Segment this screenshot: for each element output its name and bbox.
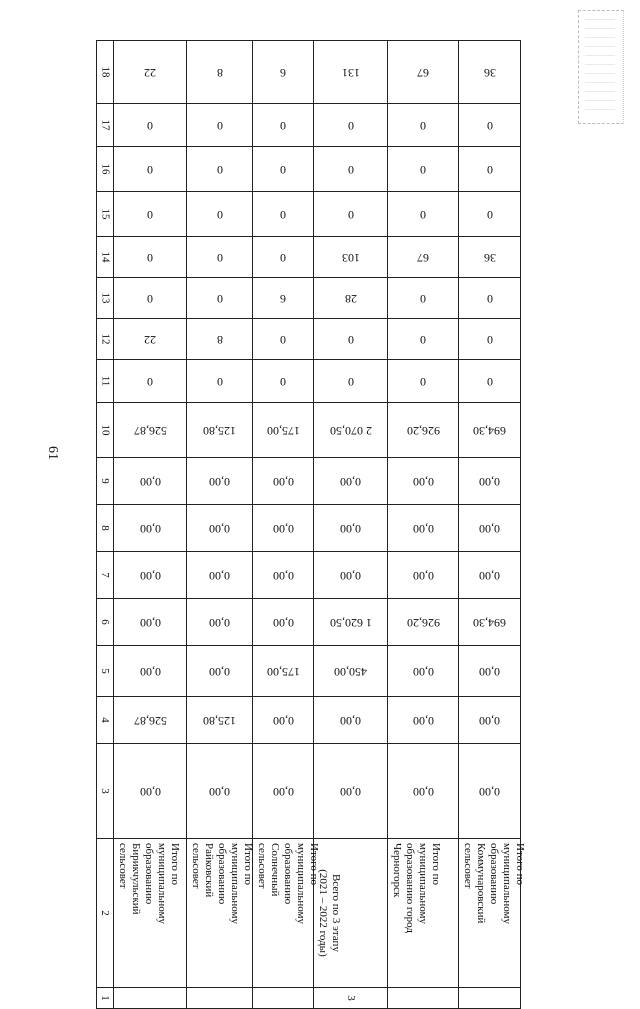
- value-cell: [187, 192, 253, 237]
- value-cell: [187, 552, 253, 599]
- cell-value: 926,20: [406, 423, 440, 438]
- value-cell: [388, 41, 459, 104]
- value-cell: [459, 744, 521, 839]
- table-row: [97, 360, 521, 403]
- cell-value: 0,00: [139, 568, 161, 583]
- row-number-cell: [314, 988, 388, 1009]
- table-row: [97, 237, 521, 278]
- column-number: [97, 988, 114, 1009]
- cell-value: 0: [420, 118, 426, 133]
- cell-value: 0,00: [139, 664, 161, 679]
- table-row: [97, 599, 521, 646]
- value-cell: [459, 360, 521, 403]
- value-cell: [314, 41, 388, 104]
- value-cell: [187, 104, 253, 147]
- column-number-label: 8: [99, 525, 111, 531]
- value-cell: [253, 403, 314, 458]
- value-cell: [114, 192, 187, 237]
- column-number: [97, 599, 114, 646]
- value-cell: [187, 744, 253, 839]
- value-cell: [114, 744, 187, 839]
- row-number-cell: [253, 988, 314, 1009]
- cell-value: 0: [420, 162, 426, 177]
- value-cell: [114, 505, 187, 552]
- value-cell: [187, 319, 253, 360]
- cell-value: 0,00: [479, 521, 500, 536]
- column-number-label: 9: [99, 478, 111, 484]
- cell-value: 0: [347, 207, 354, 222]
- value-cell: [314, 319, 388, 360]
- value-cell: [114, 646, 187, 697]
- cell-value: 175,00: [266, 664, 300, 679]
- value-cell: [459, 192, 521, 237]
- row-label-cell: [459, 839, 526, 988]
- table-row: [97, 988, 521, 1009]
- column-number: [97, 697, 114, 744]
- cell-value: 0,00: [272, 521, 294, 536]
- row-number-cell: [114, 988, 187, 1009]
- value-cell: [388, 552, 459, 599]
- column-number: [97, 744, 114, 839]
- value-cell: [253, 599, 314, 646]
- value-cell: [459, 646, 521, 697]
- page-number: 61: [45, 446, 60, 460]
- table-row: [97, 646, 521, 697]
- row-label: Итого по муниципальному образованию город Черногорск: [391, 843, 442, 933]
- column-number-label: 10: [99, 424, 111, 436]
- cell-value: 67: [417, 250, 429, 265]
- table-row: [97, 147, 521, 192]
- value-cell: [314, 237, 388, 278]
- cell-value: 0,00: [340, 474, 361, 489]
- cell-value: 0: [347, 118, 354, 133]
- cell-value: 1 620,50: [329, 615, 372, 630]
- cell-value: 450,00: [334, 664, 367, 679]
- cell-value: 0: [216, 291, 223, 306]
- row-number: 3: [344, 995, 357, 1001]
- cell-value: 8: [216, 332, 223, 347]
- cell-value: 0: [486, 374, 493, 389]
- table-row: [97, 697, 521, 744]
- cell-value: 0: [147, 118, 153, 133]
- cell-value: 36: [483, 250, 496, 265]
- value-cell: [114, 278, 187, 319]
- value-cell: [114, 147, 187, 192]
- value-cell: [114, 403, 187, 458]
- table-row: [97, 505, 521, 552]
- value-cell: [388, 403, 459, 458]
- column-number: [97, 278, 114, 319]
- data-table: [96, 40, 526, 1009]
- value-cell: [388, 599, 459, 646]
- value-cell: [253, 552, 314, 599]
- value-cell: [459, 697, 521, 744]
- cell-value: 0: [420, 207, 426, 222]
- column-number: [97, 552, 114, 599]
- cell-value: 0,00: [479, 784, 500, 799]
- column-number: [97, 319, 114, 360]
- value-cell: [253, 360, 314, 403]
- cell-value: 0: [280, 162, 286, 177]
- value-cell: [253, 744, 314, 839]
- value-cell: [253, 458, 314, 505]
- value-cell: [459, 505, 521, 552]
- value-cell: [459, 104, 521, 147]
- value-cell: [253, 192, 314, 237]
- cell-value: 0: [280, 250, 286, 265]
- value-cell: [459, 319, 521, 360]
- value-cell: [253, 697, 314, 744]
- table-row: [97, 744, 521, 839]
- column-number: [97, 237, 114, 278]
- cell-value: 0: [216, 162, 223, 177]
- cell-value: 0: [347, 374, 354, 389]
- value-cell: [253, 104, 314, 147]
- column-number: [97, 839, 114, 988]
- value-cell: [314, 697, 388, 744]
- cell-value: 0: [147, 374, 153, 389]
- table-row: [97, 41, 521, 104]
- column-number-label: 15: [99, 208, 111, 220]
- cell-value: 0,00: [272, 615, 294, 630]
- value-cell: [314, 147, 388, 192]
- cell-value: 0,00: [479, 664, 500, 679]
- cell-value: 22: [144, 332, 156, 347]
- cell-value: 694,30: [473, 615, 506, 630]
- column-number: [97, 41, 114, 104]
- value-cell: [314, 403, 388, 458]
- value-cell: [314, 599, 388, 646]
- value-cell: [459, 458, 521, 505]
- table-row: [97, 403, 521, 458]
- cell-value: 0,00: [412, 664, 434, 679]
- cell-value: 0,00: [412, 521, 434, 536]
- column-number: [97, 403, 114, 458]
- cell-value: 0,00: [479, 474, 500, 489]
- column-number-label: 5: [99, 668, 111, 674]
- value-cell: [459, 41, 521, 104]
- cell-value: 0: [347, 332, 354, 347]
- column-number: [97, 192, 114, 237]
- cell-value: 0,00: [479, 713, 500, 728]
- cell-value: 0,00: [209, 521, 230, 536]
- cell-value: 526,87: [133, 423, 167, 438]
- cell-value: 0,00: [340, 784, 361, 799]
- row-number-cell: [459, 988, 521, 1009]
- cell-value: 0,00: [139, 474, 161, 489]
- column-number-label: 7: [99, 572, 111, 578]
- value-cell: [314, 744, 388, 839]
- column-number: [97, 147, 114, 192]
- cell-value: 0: [280, 207, 286, 222]
- cell-value: 0: [486, 207, 493, 222]
- value-cell: [459, 237, 521, 278]
- column-number-label: 18: [99, 66, 111, 78]
- value-cell: [114, 360, 187, 403]
- cell-value: 0,00: [209, 784, 230, 799]
- value-cell: [314, 505, 388, 552]
- cell-value: 0: [147, 207, 153, 222]
- value-cell: [388, 458, 459, 505]
- cell-value: 0: [216, 374, 223, 389]
- value-cell: [187, 237, 253, 278]
- column-number-label: 3: [99, 788, 111, 794]
- value-cell: [314, 458, 388, 505]
- table-row: [97, 192, 521, 237]
- value-cell: [388, 505, 459, 552]
- cell-value: 0,00: [139, 784, 161, 799]
- table-row: [97, 104, 521, 147]
- cell-value: 0: [420, 374, 426, 389]
- cell-value: 0,00: [340, 568, 361, 583]
- cell-value: 0,00: [272, 713, 294, 728]
- cell-value: 0,00: [412, 474, 434, 489]
- table-row: [97, 278, 521, 319]
- cell-value: 0,00: [412, 713, 434, 728]
- value-cell: [187, 360, 253, 403]
- cell-value: 0: [280, 118, 286, 133]
- column-number: [97, 458, 114, 505]
- column-number: [97, 646, 114, 697]
- cell-value: 0,00: [139, 615, 161, 630]
- column-number-label: 4: [99, 717, 111, 723]
- value-cell: [187, 403, 253, 458]
- cell-value: 0,00: [272, 474, 294, 489]
- cell-value: 0: [280, 332, 286, 347]
- cell-value: 2 070,50: [329, 423, 372, 438]
- cell-value: 0,00: [209, 615, 230, 630]
- value-cell: [114, 458, 187, 505]
- value-cell: [187, 697, 253, 744]
- value-cell: [253, 646, 314, 697]
- row-label: Итого по муниципальному образованию Солнечный сельсовет: [256, 843, 320, 925]
- cell-value: 0: [486, 118, 493, 133]
- cell-value: 0,00: [412, 784, 434, 799]
- cell-value: 0: [486, 332, 493, 347]
- column-number-label: 14: [99, 251, 111, 263]
- row-label: Итого по муниципальному образованию Бирикчульский сельсовет: [117, 843, 181, 925]
- value-cell: [314, 646, 388, 697]
- value-cell: [187, 278, 253, 319]
- cell-value: 0: [347, 162, 354, 177]
- value-cell: [253, 147, 314, 192]
- value-cell: [388, 360, 459, 403]
- column-number-label: 1: [99, 995, 111, 1001]
- cell-value: 67: [417, 65, 429, 80]
- value-cell: [253, 41, 314, 104]
- row-label-cell: [187, 839, 253, 988]
- value-cell: [253, 237, 314, 278]
- cell-value: 6: [280, 291, 286, 306]
- row-label-cell: [253, 839, 320, 988]
- cell-value: 0: [420, 332, 426, 347]
- cell-value: 0,00: [272, 568, 294, 583]
- cell-value: 0: [147, 291, 153, 306]
- value-cell: [187, 458, 253, 505]
- cell-value: 36: [483, 65, 496, 80]
- row-label: Итого по муниципальному образованию Райковский сельсовет: [190, 843, 254, 925]
- value-cell: [187, 505, 253, 552]
- cell-value: 0: [147, 162, 153, 177]
- table-row: [97, 839, 521, 988]
- cell-value: 0: [216, 207, 223, 222]
- table-row: [97, 319, 521, 360]
- cell-value: 28: [344, 291, 357, 306]
- cell-value: 0: [420, 291, 426, 306]
- value-cell: [388, 237, 459, 278]
- cell-value: 103: [341, 250, 360, 265]
- cell-value: 125,80: [203, 423, 236, 438]
- value-cell: [314, 278, 388, 319]
- value-cell: [187, 646, 253, 697]
- cell-value: 0: [147, 250, 153, 265]
- value-cell: [388, 147, 459, 192]
- value-cell: [114, 552, 187, 599]
- cell-value: 175,00: [266, 423, 300, 438]
- value-cell: [114, 104, 187, 147]
- cell-value: 0,00: [340, 713, 361, 728]
- cell-value: 8: [216, 65, 223, 80]
- cell-value: 0,00: [209, 664, 230, 679]
- value-cell: [253, 319, 314, 360]
- value-cell: [187, 147, 253, 192]
- cell-value: 526,87: [133, 713, 167, 728]
- column-number-label: 13: [99, 292, 111, 304]
- cell-value: 0: [216, 250, 223, 265]
- cell-value: 0,00: [209, 474, 230, 489]
- cell-value: 0: [486, 291, 493, 306]
- value-cell: [314, 552, 388, 599]
- cell-value: 0,00: [139, 521, 161, 536]
- cell-value: 926,20: [406, 615, 440, 630]
- column-number-label: 11: [99, 375, 111, 387]
- row-label-cell: [314, 839, 388, 988]
- value-cell: [459, 599, 521, 646]
- value-cell: [114, 599, 187, 646]
- cell-value: 0,00: [412, 568, 434, 583]
- value-cell: [253, 278, 314, 319]
- value-cell: [314, 360, 388, 403]
- value-cell: [388, 278, 459, 319]
- cell-value: 694,30: [473, 423, 506, 438]
- cell-value: 6: [280, 65, 286, 80]
- value-cell: [253, 505, 314, 552]
- value-cell: [388, 192, 459, 237]
- stamp-mark: [578, 10, 624, 124]
- row-number-cell: [388, 988, 459, 1009]
- column-number-label: 12: [99, 333, 111, 345]
- column-number-label: 17: [99, 119, 111, 131]
- value-cell: [388, 744, 459, 839]
- value-cell: [114, 319, 187, 360]
- cell-value: 22: [144, 65, 156, 80]
- value-cell: [388, 646, 459, 697]
- value-cell: [459, 147, 521, 192]
- row-label-cell: [388, 839, 459, 988]
- value-cell: [114, 237, 187, 278]
- value-cell: [314, 104, 388, 147]
- column-number-label: 16: [99, 163, 111, 175]
- value-cell: [388, 104, 459, 147]
- column-number: [97, 505, 114, 552]
- cell-value: 0,00: [340, 521, 361, 536]
- row-label-cell: [114, 839, 187, 988]
- column-number-label: 6: [99, 619, 111, 625]
- value-cell: [114, 697, 187, 744]
- column-number-label: 2: [99, 910, 111, 916]
- value-cell: [388, 319, 459, 360]
- cell-value: 0: [486, 162, 493, 177]
- cell-value: 0: [280, 374, 286, 389]
- cell-value: 0,00: [272, 784, 294, 799]
- cell-value: 131: [341, 65, 360, 80]
- table-row: [97, 458, 521, 505]
- value-cell: [187, 41, 253, 104]
- cell-value: 125,80: [203, 713, 236, 728]
- row-label: Итого по муниципальному образованию Коммунаровский сельсовет: [462, 843, 526, 925]
- table-row: [97, 552, 521, 599]
- row-number-cell: [187, 988, 253, 1009]
- cell-value: 0: [216, 118, 223, 133]
- column-number: [97, 360, 114, 403]
- value-cell: [114, 41, 187, 104]
- value-cell: [459, 403, 521, 458]
- column-number: [97, 104, 114, 147]
- value-cell: [459, 552, 521, 599]
- value-cell: [459, 278, 521, 319]
- value-cell: [388, 697, 459, 744]
- cell-value: 0,00: [479, 568, 500, 583]
- cell-value: 0,00: [209, 568, 230, 583]
- row-label: Всего по 3 этапу (2021 – 2022 годы): [317, 869, 342, 957]
- value-cell: [187, 599, 253, 646]
- value-cell: [314, 192, 388, 237]
